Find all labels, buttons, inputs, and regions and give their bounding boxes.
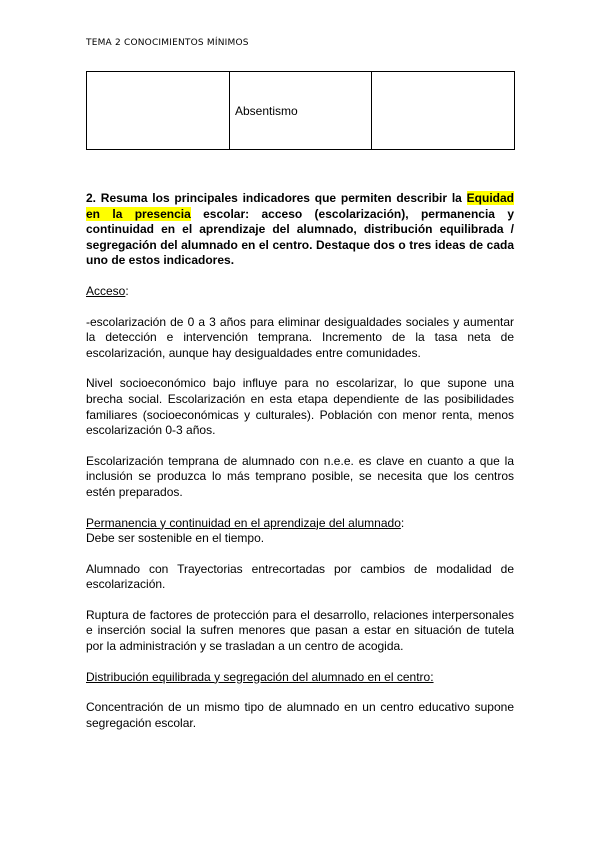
- section-heading-permanencia: [86, 516, 514, 532]
- table-cell: [87, 72, 230, 150]
- permanencia-paragraph-0: Debe ser sostenible en el tiempo.: [86, 531, 265, 546]
- table-cell: [372, 72, 515, 150]
- permanencia-paragraph-1: Alumnado con Trayectorias entrecortadas por cambios de modalidad de escolarización.: [86, 561, 514, 592]
- question-paragraph: [86, 191, 514, 269]
- heading-colon: :: [400, 515, 405, 530]
- heading-text: Distribución equilibrada y segregación del alumnado en el centro:: [86, 669, 434, 684]
- acceso-paragraph-3: Escolarización temprana de alumnado con n.e.e. es clave en cuanto a que la inclusión se produzca lo más temprano posible, se necesita que los centros estén preparados.: [86, 453, 514, 499]
- distribucion-paragraph-1: Concentración de un mismo tipo de alumnado en un centro educativo supone segregación escolar.: [86, 700, 514, 730]
- table-cell-absentismo: Absentismo: [230, 72, 372, 150]
- page-header: TEMA 2 CONOCIMIENTOS MÍNIMOS: [86, 38, 249, 48]
- acceso-paragraph-1: -escolarización de 0 a 3 años para eliminar desigualdades sociales y aumentar la detección e intervención temprana. Incremento de la tasa neta de escolarización, aunque hay desigualdades entre comunidades.: [86, 314, 514, 360]
- highlighted-text: Equidad en la presencia: [86, 191, 514, 221]
- section-heading-distribucion: [86, 670, 514, 686]
- question-suffix: escolar: acceso (escolarización), permanencia y continuidad en el aprendizaje del alumnado, distribución equilibrada / segregación del alumnado en el centro. Destaque dos o tres ideas de cada uno de estos indicadores.: [86, 206, 514, 268]
- heading-colon: :: [125, 283, 129, 298]
- heading-text: Permanencia y continuidad en el aprendizaje del alumnado: [86, 515, 401, 530]
- acceso-paragraph-2: Nivel socioeconómico bajo influye para no escolarizar, lo que supone una brecha social. Escolarización en esta etapa dependiente de las posibilidades familiares (socioeconómicas y culturales). Población con menor renta, menos escolarización 0-3 años.: [86, 376, 514, 438]
- document-body: [86, 191, 514, 746]
- table-row: [87, 72, 515, 150]
- question-prefix: 2. Resuma los principales indicadores que permiten describir la: [86, 191, 467, 205]
- heading-text: Acceso: [86, 283, 126, 298]
- indicator-table: [86, 71, 515, 150]
- permanencia-paragraph-2: Ruptura de factores de protección para el desarrollo, relaciones interpersonales e inserción social la sufren menores que pasan a estar en situación de tutela por la administración y se trasladan a un centro de acogida.: [86, 607, 514, 654]
- section-heading-acceso: [86, 284, 514, 300]
